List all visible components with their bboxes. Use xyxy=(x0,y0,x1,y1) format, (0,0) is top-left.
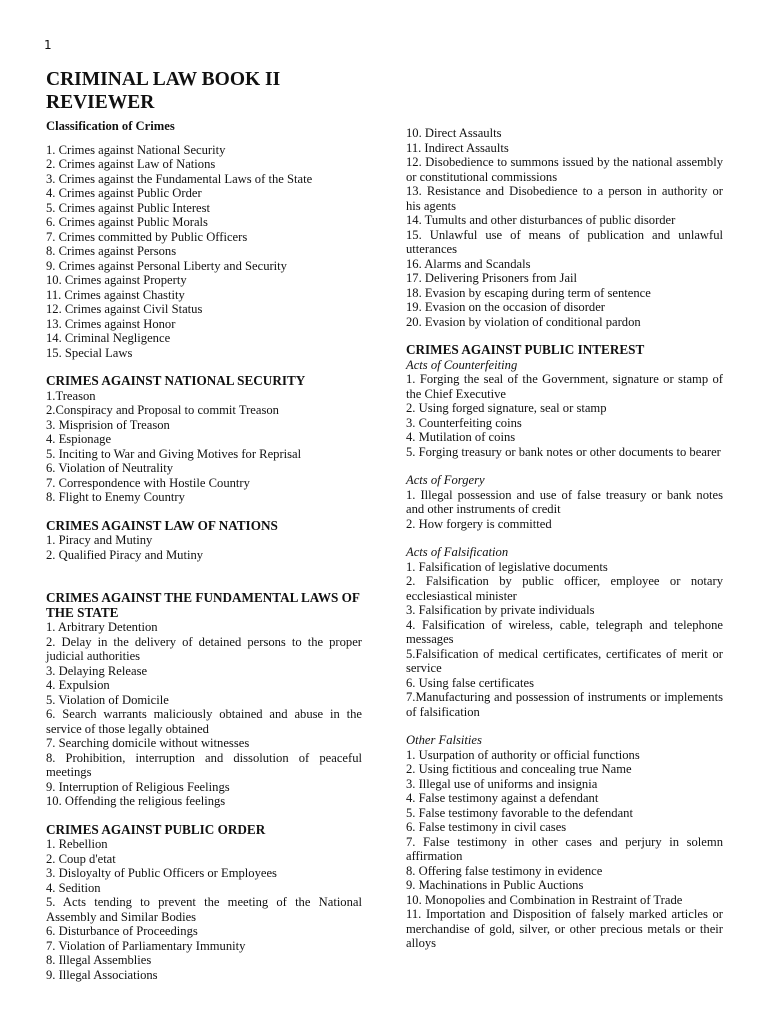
list-item: 1. Usurpation of authority or official functions xyxy=(406,747,640,762)
list-item: 5. False testimony favorable to the defendant xyxy=(406,805,633,820)
list-item: 9. Interruption of Religious Feelings xyxy=(46,779,230,794)
public-order-continued-list xyxy=(406,126,723,329)
list-item: 4. Sedition xyxy=(46,880,101,895)
list-item: 2. Crimes against Law of Nations xyxy=(46,157,216,171)
classification-heading: Classification of Crimes xyxy=(46,119,175,133)
list-item: 10. Direct Assaults xyxy=(406,126,502,140)
list-item: 19. Evasion on the occasion of disorder xyxy=(406,300,606,314)
list-item: 1. Rebellion xyxy=(46,837,108,851)
list-item: 8. Offering false testimony in evidence xyxy=(406,863,603,878)
law-of-nations-heading: CRIMES AGAINST LAW OF NATIONS xyxy=(46,517,278,533)
list-item: 8. Prohibition, interruption and dissolution of peaceful meetings xyxy=(46,750,362,779)
list-item: 5. Violation of Domicile xyxy=(46,692,169,707)
list-item: 5. Forging treasury or bank notes or other documents to bearer xyxy=(406,444,721,459)
list-item: 2. Falsification by public officer, employee or notary ecclesiastical minister xyxy=(406,574,723,603)
list-item: 15. Special Laws xyxy=(46,345,133,360)
list-item: 8. Crimes against Persons xyxy=(46,244,177,258)
list-item: 2. Using fictitious and concealing true Name xyxy=(406,762,632,776)
list-item: 3. Illegal use of uniforms and insignia xyxy=(406,776,598,791)
list-item: 10. Monopolies and Combination in Restraint of Trade xyxy=(406,892,683,907)
list-item: 7. Violation of Parliamentary Immunity xyxy=(46,938,246,953)
page-number: 1 xyxy=(44,38,52,52)
list-item: 6. Disturbance of Proceedings xyxy=(46,924,198,938)
other-falsities-list xyxy=(406,748,723,951)
list-item: 6. Search warrants maliciously obtained and abuse in the service of those legally obtained xyxy=(46,707,362,736)
list-item: 1. Crimes against National Security xyxy=(46,142,226,157)
falsification-subheading: Acts of Falsification xyxy=(406,545,509,559)
list-item: 10. Crimes against Property xyxy=(46,273,187,287)
left-column xyxy=(46,119,362,982)
list-item: 10. Offending the religious feelings xyxy=(46,794,226,808)
list-item: 1. Forging the seal of the Government, signature or stamp of the Chief Executive xyxy=(406,372,723,401)
national-security-heading: CRIMES AGAINST NATIONAL SECURITY xyxy=(46,373,306,388)
list-item: 8. Illegal Assemblies xyxy=(46,953,152,967)
list-item: 5.Falsification of medical certificates, certificates of merit or service xyxy=(406,646,723,675)
right-column xyxy=(406,126,723,951)
list-item: 2. Delay in the delivery of detained persons to the proper judicial authorities xyxy=(46,634,362,663)
list-item: 1. Illegal possession and use of false treasury or bank notes and other instruments of credit xyxy=(406,487,723,516)
list-item: 11. Crimes against Chastity xyxy=(46,287,185,302)
fundamental-laws-list xyxy=(46,620,362,809)
list-item: 6. False testimony in civil cases xyxy=(406,820,567,834)
list-item: 14. Criminal Negligence xyxy=(46,331,171,345)
list-item: 3. Delaying Release xyxy=(46,663,148,678)
national-security-list xyxy=(46,389,362,505)
list-item: 20. Evasion by violation of conditional pardon xyxy=(406,314,641,329)
list-item: 13. Crimes against Honor xyxy=(46,316,176,331)
forgery-list xyxy=(406,488,723,532)
falsification-list xyxy=(406,560,723,720)
list-item: 2. How forgery is committed xyxy=(406,516,552,531)
list-item: 2.Conspiracy and Proposal to commit Treason xyxy=(46,403,279,417)
list-item: 3. Falsification by private individuals xyxy=(406,603,595,617)
document-title: CRIMINAL LAW BOOK II REVIEWER xyxy=(46,69,281,113)
list-item: 4. Falsification of wireless, cable, telegraph and telephone messages xyxy=(406,617,723,646)
public-interest-heading: CRIMES AGAINST PUBLIC INTEREST xyxy=(406,342,645,357)
list-item: 1.Treason xyxy=(46,388,96,403)
list-item: 7. Searching domicile without witnesses xyxy=(46,736,250,750)
list-item: 9. Machinations in Public Auctions xyxy=(406,878,584,892)
list-item: 3. Misprision of Treason xyxy=(46,417,170,432)
list-item: 3. Crimes against the Fundamental Laws of the State xyxy=(46,171,313,186)
list-item: 11. Importation and Disposition of falsely marked articles or merchandise of gold, silver, or other precious metals or their alloys xyxy=(406,907,723,950)
list-item: 4. Mutilation of coins xyxy=(406,430,516,444)
list-item: 6. Violation of Neutrality xyxy=(46,461,174,475)
classification-list xyxy=(46,143,362,361)
list-item: 8. Flight to Enemy Country xyxy=(46,490,185,504)
list-item: 13. Resistance and Disobedience to a person in authority or his agents xyxy=(406,184,723,213)
list-item: 6. Crimes against Public Morals xyxy=(46,215,208,229)
list-item: 6. Using false certificates xyxy=(406,675,534,690)
list-item: 3. Disloyalty of Public Officers or Employees xyxy=(46,866,277,880)
list-item: 14. Tumults and other disturbances of public disorder xyxy=(406,213,676,227)
list-item: 12. Crimes against Civil Status xyxy=(46,302,203,316)
other-falsities-subheading: Other Falsities xyxy=(406,733,482,747)
list-item: 18. Evasion by escaping during term of sentence xyxy=(406,285,651,300)
list-item: 5. Crimes against Public Interest xyxy=(46,200,211,215)
list-item: 17. Delivering Prisoners from Jail xyxy=(406,271,578,285)
list-item: 16. Alarms and Scandals xyxy=(406,256,531,271)
list-item: 1. Arbitrary Detention xyxy=(46,620,158,634)
list-item: 4. Crimes against Public Order xyxy=(46,186,202,200)
list-item: 7. Correspondence with Hostile Country xyxy=(46,475,250,490)
list-item: 1. Piracy and Mutiny xyxy=(46,533,153,547)
list-item: 3. Counterfeiting coins xyxy=(406,415,522,430)
list-item: 1. Falsification of legislative documents xyxy=(406,559,608,574)
list-item: 2. Using forged signature, seal or stamp xyxy=(406,401,607,415)
list-item: 15. Unlawful use of means of publication and unlawful utterances xyxy=(406,227,723,256)
list-item: 7. Crimes committed by Public Officers xyxy=(46,229,248,244)
counterfeiting-list xyxy=(406,372,723,459)
law-of-nations-list xyxy=(46,533,362,562)
list-item: 4. False testimony against a defendant xyxy=(406,791,599,805)
counterfeiting-subheading: Acts of Counterfeiting xyxy=(406,357,518,372)
public-order-list xyxy=(46,837,362,982)
list-item: 5. Inciting to War and Giving Motives for Reprisal xyxy=(46,446,302,461)
list-item: 9. Illegal Associations xyxy=(46,967,158,982)
list-item: 2. Coup d'etat xyxy=(46,851,116,866)
forgery-subheading: Acts of Forgery xyxy=(406,473,485,487)
list-item: 7.Manufacturing and possession of instruments or implements of falsification xyxy=(406,690,723,719)
list-item: 5. Acts tending to prevent the meeting of the National Assembly and Similar Bodies xyxy=(46,895,362,924)
list-item: 7. False testimony in other cases and perjury in solemn affirmation xyxy=(406,834,723,863)
list-item: 9. Crimes against Personal Liberty and Security xyxy=(46,258,287,273)
list-item: 2. Qualified Piracy and Mutiny xyxy=(46,547,204,562)
list-item: 12. Disobedience to summons issued by the national assembly or constitutional commissions xyxy=(406,155,723,184)
fundamental-laws-heading: CRIMES AGAINST THE FUNDAMENTAL LAWS OF THE STATE xyxy=(46,590,360,620)
list-item: 4. Expulsion xyxy=(46,678,110,692)
public-order-heading: CRIMES AGAINST PUBLIC ORDER xyxy=(46,821,266,837)
list-item: 4. Espionage xyxy=(46,432,112,446)
list-item: 11. Indirect Assaults xyxy=(406,140,509,155)
